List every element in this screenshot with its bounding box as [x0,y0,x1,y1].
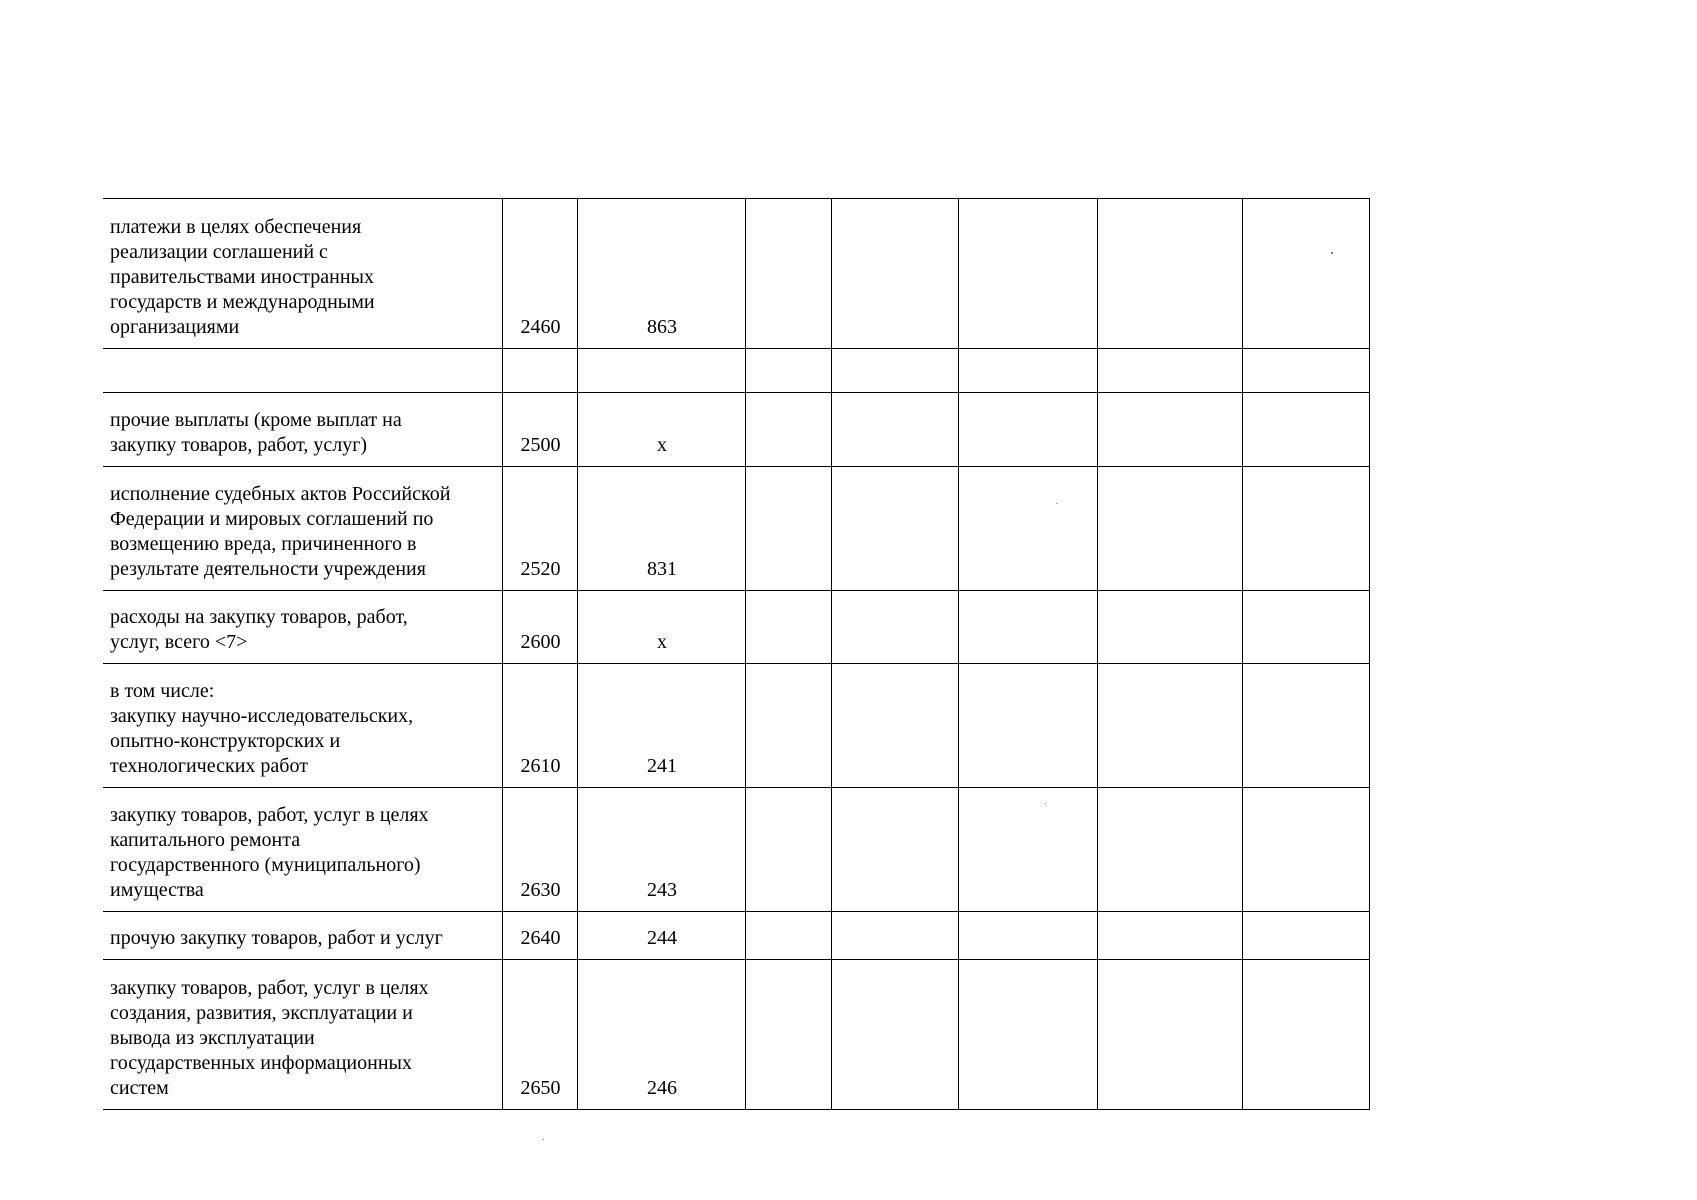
row-cell [831,467,958,591]
row-cell [1242,591,1369,664]
table-row [103,960,1369,1110]
row-description: платежи в целях обеспечения реализации соглашений с правительствами иностранных государств и международными организациями [103,199,502,349]
row-cell [831,393,958,467]
row-cell [831,960,958,1110]
row-cell [1242,349,1369,393]
row-description: закупку товаров, работ, услуг в целях создания, развития, эксплуатации и вывода из эксплуатации государственных информационных систем [103,960,502,1110]
row-description [103,349,502,393]
row-code: 2500 [502,393,577,467]
row-kbk: 246 [577,960,745,1110]
row-cell [831,788,958,912]
scan-speck [1045,803,1046,804]
row-cell [958,960,1097,1110]
row-kbk: 244 [577,912,745,960]
row-code: 2600 [502,591,577,664]
row-kbk [577,349,745,393]
table-row [103,467,1369,591]
row-description: прочие выплаты (кроме выплат на закупку товаров, работ, услуг) [103,393,502,467]
row-cell [1097,788,1242,912]
row-description: закупку товаров, работ, услуг в целях капитального ремонта государственного (муниципального) имущества [103,788,502,912]
row-cell [831,912,958,960]
scan-speck [1056,503,1057,504]
row-cell [745,591,831,664]
table-row [103,393,1369,467]
row-description: расходы на закупку товаров, работ, услуг, всего <7> [103,591,502,664]
table-row [103,788,1369,912]
row-kbk: х [577,393,745,467]
row-cell [745,349,831,393]
row-cell [958,788,1097,912]
row-kbk: 243 [577,788,745,912]
row-cell [1242,788,1369,912]
table-row [103,199,1369,349]
row-code: 2640 [502,912,577,960]
row-cell [1097,467,1242,591]
row-cell [1097,591,1242,664]
row-cell [831,591,958,664]
row-description: прочую закупку товаров, работ и услуг [103,912,502,960]
row-cell [958,467,1097,591]
row-cell [1097,664,1242,788]
table-row [103,591,1369,664]
row-cell [1242,912,1369,960]
row-cell [1242,960,1369,1110]
row-cell [1242,664,1369,788]
row-cell [1097,960,1242,1110]
row-cell [958,912,1097,960]
scan-speck [1331,252,1333,254]
row-cell [958,591,1097,664]
row-cell [958,664,1097,788]
row-code: 2460 [502,199,577,349]
row-description: в том числе: закупку научно-исследовательских, опытно-конструкторских и технологических работ [103,664,502,788]
row-cell [1242,199,1369,349]
row-code: 2610 [502,664,577,788]
row-description: исполнение судебных актов Российской Федерации и мировых соглашений по возмещению вреда, причиненного в результате деятельности учреждения [103,467,502,591]
row-cell [1097,393,1242,467]
table-row [103,912,1369,960]
scan-speck [543,1139,544,1140]
row-cell [1242,393,1369,467]
row-code: 2650 [502,960,577,1110]
row-cell [831,349,958,393]
row-cell [745,788,831,912]
row-cell [831,199,958,349]
table-row [103,349,1369,393]
row-cell [1097,199,1242,349]
row-code: 2630 [502,788,577,912]
row-kbk: 863 [577,199,745,349]
row-code [502,349,577,393]
row-cell [958,199,1097,349]
row-cell [1097,349,1242,393]
row-kbk: х [577,591,745,664]
row-cell [831,664,958,788]
row-kbk: 241 [577,664,745,788]
row-cell [745,912,831,960]
row-cell [745,199,831,349]
row-cell [745,960,831,1110]
row-cell [1097,912,1242,960]
row-kbk: 831 [577,467,745,591]
row-cell [745,664,831,788]
table-row [103,664,1369,788]
budget-table [103,198,1370,1110]
row-cell [958,349,1097,393]
row-cell [1242,467,1369,591]
row-cell [958,393,1097,467]
row-cell [745,467,831,591]
row-code: 2520 [502,467,577,591]
row-cell [745,393,831,467]
